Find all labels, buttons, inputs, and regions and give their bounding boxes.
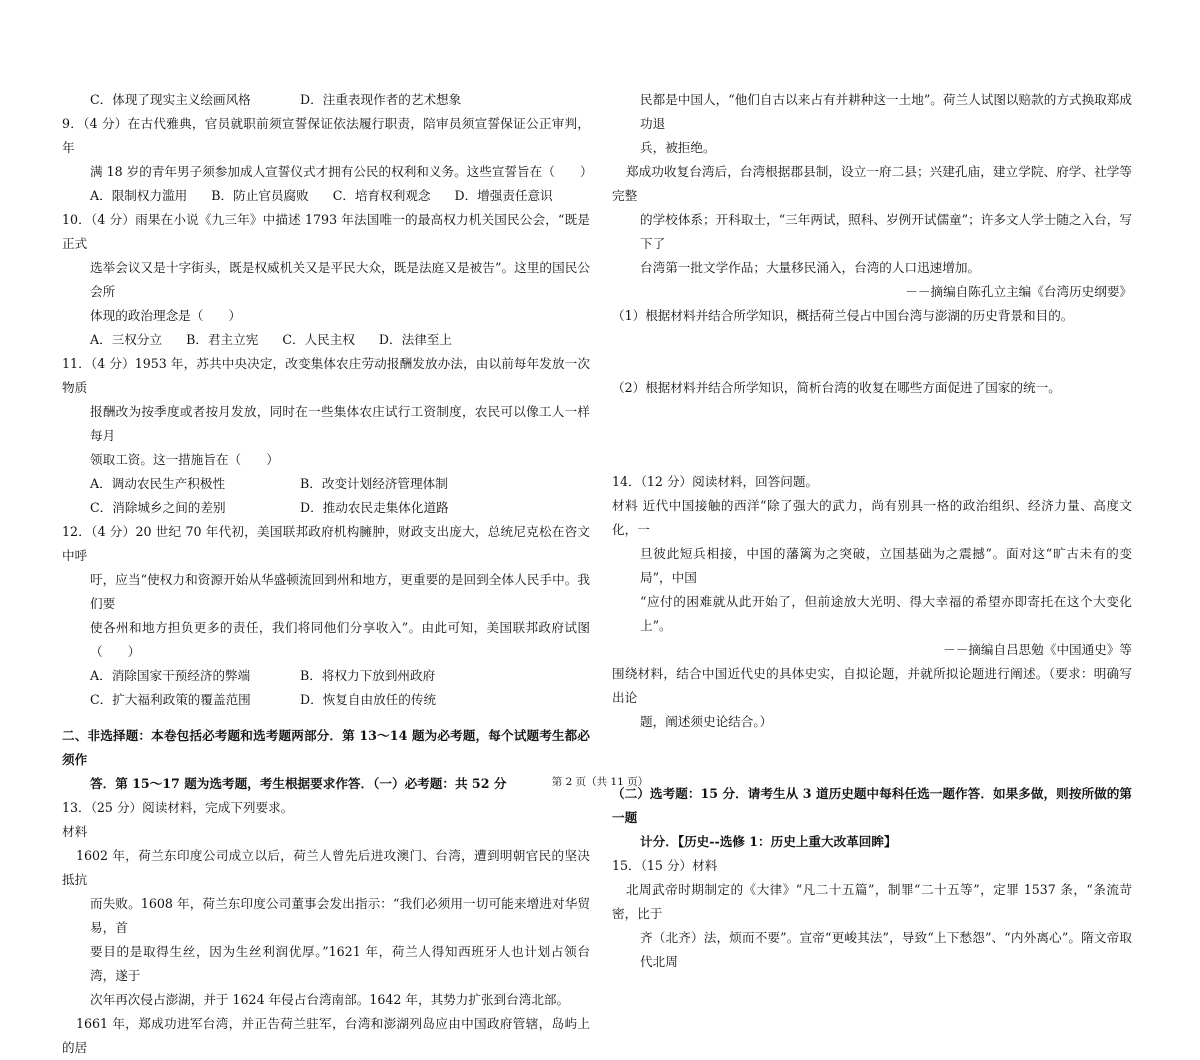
- q10-option-a: A．三权分立: [90, 332, 163, 347]
- q14-source: －－摘编自吕思勉《中国通史》等: [943, 642, 1132, 657]
- q8-option-d: D．注重表现作者的艺术想象: [300, 92, 462, 107]
- q14-material-line: 旦彼此短兵相接，中国的藩篱为之突破，立国基础为之震撼”。面对这“旷古未有的变局”，中国: [640, 546, 1132, 585]
- q11-options-row: [62, 496, 590, 520]
- q13-stem: 13．（25 分）阅读材料，完成下列要求。: [62, 800, 294, 815]
- question-14: [612, 470, 1132, 734]
- q10-stem-line: 选举会议又是十字街头，既是权威机关又是平民大众，既是法庭又是被告”。这里的国民公会所: [90, 260, 590, 299]
- elective-heading: [612, 782, 1132, 854]
- q12-options-row: [62, 664, 590, 688]
- q9-option-d: D．增强责任意识: [454, 188, 553, 203]
- q9-options: [62, 184, 590, 208]
- q12-options-row: [62, 688, 590, 712]
- q15-text-line: 齐（北齐）法，烦而不要”。宣帝“更峻其法”，导致“上下愁怨”、“内外离心”。隋文帝取代北周: [640, 930, 1132, 969]
- question-13: [62, 796, 590, 1060]
- elective-line: 计分．【历史--选修 1：历史上重大改革回眸】: [640, 834, 897, 849]
- q11-options-row: [62, 472, 590, 496]
- q12-option-d: D．恢复自由放任的传统: [300, 692, 437, 707]
- q13-cont-line: 兵，被拒绝。: [640, 140, 716, 155]
- q13-para3-line: 台湾第一批文学作品；大量移民涌入，台湾的人口迅速增加。: [640, 260, 981, 275]
- q12-stem-line: 使各州和地方担负更多的责任，我们将同他们分享收入”。由此可知，美国联邦政府试图（ ）: [90, 620, 590, 659]
- q9-option-c: C．培育权利观念: [332, 188, 431, 203]
- right-column: [612, 88, 1132, 974]
- q15-text-line: 北周武帝时期制定的《大律》“凡二十五篇”，制罪“二十五等”，定罪 1537 条，“条流苛密，比于: [612, 882, 1132, 921]
- q13-para1-line: 要目的是取得生丝，因为生丝利润优厚。”1621 年，荷兰人得知西班牙人也计划占领台湾，遂于: [90, 944, 590, 983]
- q13-continuation: [612, 88, 1132, 400]
- q8-option-c: C．体现了现实主义绘画风格: [90, 92, 251, 107]
- question-11: [62, 352, 590, 520]
- question-9: [62, 112, 593, 208]
- q13-para3-line: 郑成功收复台湾后，台湾根据郡县制，设立一府二县；兴建孔庙，建立学院、府学、社学等完整: [612, 164, 1132, 203]
- q11-option-d: D．推动农民走集体化道路: [300, 500, 449, 515]
- q13-subquestion-2: （2）根据材料并结合所学知识，简析台湾的收复在哪些方面促进了国家的统一。: [612, 380, 1061, 395]
- q13-source: －－摘编自陈孔立主编《台湾历史纲要》: [905, 284, 1132, 299]
- q11-option-c: C．消除城乡之间的差别: [90, 500, 226, 515]
- q13-subquestion-1: （1）根据材料并结合所学知识，概括荷兰侵占中国台湾与澎湖的历史背景和目的。: [612, 308, 1074, 323]
- q14-material-line: “应付的困难就从此开始了，但前途放大光明、得大幸福的希望亦即寄托在这个大变化上”。: [640, 594, 1132, 633]
- q9-stem-line: 满 18 岁的青年男子须参加成人宣誓仪式才拥有公民的权利和义务。这些宣誓旨在（ ）: [90, 164, 593, 179]
- elective-line: （二）选考题：15 分．请考生从 3 道历史题中每科任选一题作答．如果多做，则按所做的第一题: [612, 786, 1132, 825]
- question-15: [612, 854, 1132, 974]
- q13-para3-line: 的学校体系；开科取士，“三年两试，照科、岁例开试儒童”；许多文人学士随之入台，写下了: [640, 212, 1132, 251]
- q12-stem-line: 吁，应当“使权力和资源开始从华盛顿流回到州和地方，更重要的是回到全体人民手中。我们要: [90, 572, 590, 611]
- q9-stem-line: 9．（4 分）在古代雅典，官员就职前须宣誓保证依法履行职责，陪审员须宣誓保证公正审判，年: [62, 116, 590, 155]
- section-2-line: 二、非选择题：本卷包括必考题和选考题两部分．第 13～14 题为必考题，每个试题考生都必须作: [62, 728, 590, 767]
- q12-option-a: A．消除国家干预经济的弊端: [90, 668, 251, 683]
- q11-stem-line: 领取工资。这一措施旨在（ ）: [90, 452, 279, 467]
- q11-option-b: B．改变计划经济管理体制: [300, 476, 448, 491]
- q10-option-b: B．君主立宪: [186, 332, 259, 347]
- question-12: [62, 520, 590, 712]
- q15-stem: 15．（15 分）材料: [612, 858, 718, 873]
- q12-option-b: B．将权力下放到州政府: [300, 668, 436, 683]
- q13-para1-line: 1602 年，荷兰东印度公司成立以后，荷兰人曾先后进攻澳门、台湾，遭到明朝官民的坚决抵抗: [62, 848, 590, 887]
- q11-option-a: A．调动农民生产积极性: [90, 476, 226, 491]
- q9-option-b: B．防止官员腐败: [211, 188, 309, 203]
- section-2-line: 答．第 15～17 题为选考题，考生根据要求作答．（一）必考题：共 52 分: [90, 776, 507, 791]
- q14-task-line: 围绕材料，结合中国近代史的具体史实，自拟论题，并就所拟论题进行阐述。（要求：明确写出论: [612, 666, 1132, 705]
- q11-stem-line: 11．（4 分）1953 年，苏共中央决定，改变集体农庄劳动报酬发放办法，由以前每年发放一次物质: [62, 356, 590, 395]
- q10-options: [62, 328, 590, 352]
- q12-stem-line: 12．（4 分）20 世纪 70 年代初，美国联邦政府机构臃肿，财政支出庞大，总统尼克松在咨文中呼: [62, 524, 590, 563]
- q13-cont-line: 民都是中国人，“他们自古以来占有并耕种这一土地”。荷兰人试图以赔款的方式换取郑成功退: [640, 92, 1132, 131]
- q13-material-label: 材料: [62, 824, 88, 839]
- q13-para2-line: 1661 年，郑成功进军台湾，并正告荷兰驻军，台湾和澎湖列岛应由中国政府管辖，岛屿上的居: [62, 1016, 590, 1055]
- q11-stem-line: 报酬改为按季度或者按月发放，同时在一些集体农庄试行工资制度，农民可以像工人一样每月: [90, 404, 590, 443]
- q10-stem-line: 10．（4 分）雨果在小说《九三年》中描述 1793 年法国唯一的最高权力机关国民公会，“既是正式: [62, 212, 590, 251]
- q10-stem-line: 体现的政治理念是（ ）: [90, 308, 242, 323]
- q14-stem: 14．（12 分）阅读材料，回答问题。: [612, 474, 819, 489]
- q10-option-d: D．法律至上: [378, 332, 452, 347]
- q14-task-line: 题，阐述须史论结合。）: [640, 714, 773, 729]
- q9-option-a: A．限制权力滥用: [90, 188, 188, 203]
- q13-para1-line: 次年再次侵占澎湖，并于 1624 年侵占台湾南部。1642 年，其势力扩张到台湾北部。: [90, 992, 570, 1007]
- page-footer: 第 2 页（共 11 页）: [551, 776, 649, 788]
- q8-options: [62, 88, 590, 112]
- q12-option-c: C．扩大福利政策的覆盖范围: [90, 692, 251, 707]
- question-10: [62, 208, 590, 352]
- q10-option-c: C．人民主权: [282, 332, 355, 347]
- q13-para1-line: 而失败。1608 年，荷兰东印度公司董事会发出指示：“我们必须用一切可能来增进对华贸易，首: [90, 896, 590, 935]
- left-column: [62, 88, 593, 1060]
- q14-material-line: 材料 近代中国接触的西洋“除了强大的武力，尚有别具一格的政治组织、经济力量、高度文化，一: [612, 498, 1132, 537]
